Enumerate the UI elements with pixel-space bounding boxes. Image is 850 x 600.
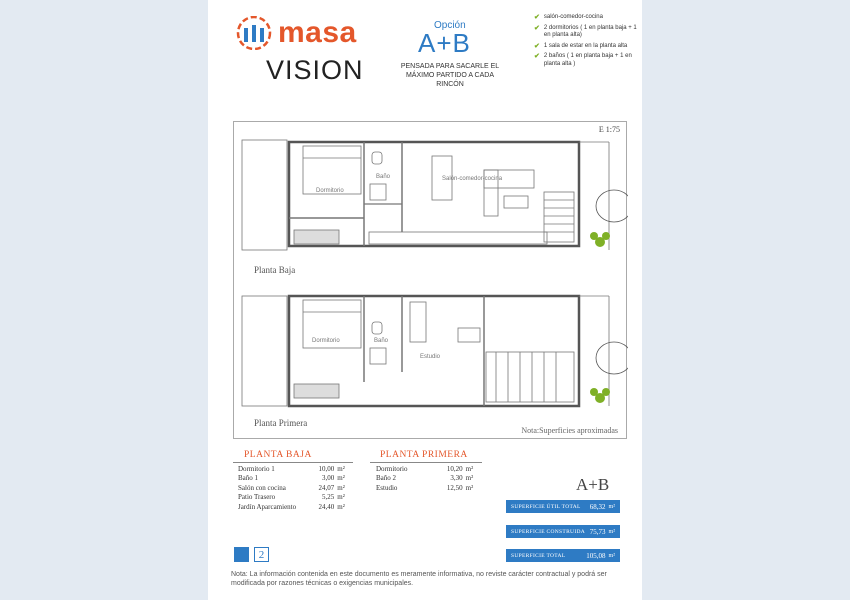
total-surface: SUPERFICIE TOTAL 105,08 m² <box>506 549 620 562</box>
check-icon: ✔ <box>534 42 540 50</box>
feature-list <box>534 14 638 71</box>
kitchen-counter <box>369 232 547 244</box>
floor-plan-drawing <box>234 122 628 440</box>
masa-logo <box>236 16 357 50</box>
option-tagline: PENSADA PARA SACARLE EL MÁXIMO PARTIDO A CADA RINCÓN <box>400 63 500 88</box>
table-row: Salón con cocina 24,07 m² <box>238 483 345 492</box>
table-row: Jardín Aparcamiento 24,40 m² <box>238 502 345 511</box>
desk <box>410 302 426 342</box>
shower <box>370 184 386 200</box>
wardrobe <box>294 230 339 244</box>
option-label: Opción <box>434 20 466 31</box>
plan-scale: E 1:75 <box>598 125 620 134</box>
first-table-title: PLANTA PRIMERA <box>380 450 468 460</box>
total-useful-surface: SUPERFICIE ÚTIL TOTAL 68,32 m² <box>506 500 620 513</box>
car-top-ground <box>596 190 628 222</box>
stairs-upper <box>486 352 574 402</box>
option-code: A+B <box>418 28 471 58</box>
first-surface-table <box>376 464 482 493</box>
feature-item: ✔ 2 dormitorios ( 1 en planta baja + 1 en planta alta) <box>534 24 637 38</box>
feature-item: ✔ 1 sala de estar en la planta alta <box>534 42 628 50</box>
product-name: VISION <box>266 55 364 85</box>
table-row: Estudio 12,50 m² <box>376 483 474 492</box>
ground-table-title: PLANTA BAJA <box>244 450 312 460</box>
room-label-bano: Baño <box>376 174 391 180</box>
stairs-steps <box>544 200 574 232</box>
table-row: Dormitorio 1 10,00 m² <box>238 464 345 473</box>
check-icon: ✔ <box>534 14 540 21</box>
bed <box>303 146 361 194</box>
ground-title-rule <box>233 462 353 463</box>
ground-surface-table <box>238 464 348 512</box>
check-icon: ✔ <box>534 53 540 60</box>
room-label-estudio: Estudio <box>420 354 441 360</box>
ground-floor-title: Planta Baja <box>254 265 296 275</box>
table-row: Baño 1 3,00 m² <box>238 474 345 483</box>
surface-note: Nota:Superficies aproximadas <box>521 426 618 435</box>
first-title-rule <box>370 462 482 463</box>
table-row: Baño 2 3,30 m² <box>376 474 474 483</box>
brand-name: masa <box>278 16 357 49</box>
car-top-first <box>596 342 628 374</box>
floor-plan <box>233 121 627 439</box>
terrace-area <box>242 296 287 406</box>
room-label-dormitorio-upper: Dormitorio <box>312 338 340 344</box>
table-row: Patio Trasero 5,25 m² <box>238 493 345 502</box>
feature-item: ✔ 2 baños ( 1 en planta baja + 1 en planta alta ) <box>534 53 632 67</box>
stairs <box>544 192 574 242</box>
summary-code: A+B <box>576 475 610 494</box>
room-label-salon: Salón-comedor-cocina <box>442 176 503 182</box>
page-number: 2 <box>254 547 269 562</box>
plant-icon <box>590 232 610 403</box>
page-marker <box>234 547 249 562</box>
feature-item: ✔ salón-comedor-cocina <box>534 14 603 21</box>
room-label-bano-upper: Baño <box>374 338 389 344</box>
disclaimer: Nota: La información contenida en este documento es meramente informativa, no reviste carácter contractual y podrá ser modificada por razones técnicas o exigencias municipales. <box>231 571 607 587</box>
toilet <box>372 152 382 164</box>
garden-area <box>242 140 287 250</box>
first-floor-title: Planta Primera <box>254 418 308 428</box>
masa-logo-icon <box>236 16 272 50</box>
total-built-surface: SUPERFICIE CONSTRUIDA 75,73 m² <box>506 525 620 538</box>
table-row: Dormitorio 10,20 m² <box>376 464 474 473</box>
room-label-dormitorio: Dormitorio <box>316 188 344 194</box>
brochure-page <box>208 0 642 600</box>
check-icon: ✔ <box>534 24 540 32</box>
